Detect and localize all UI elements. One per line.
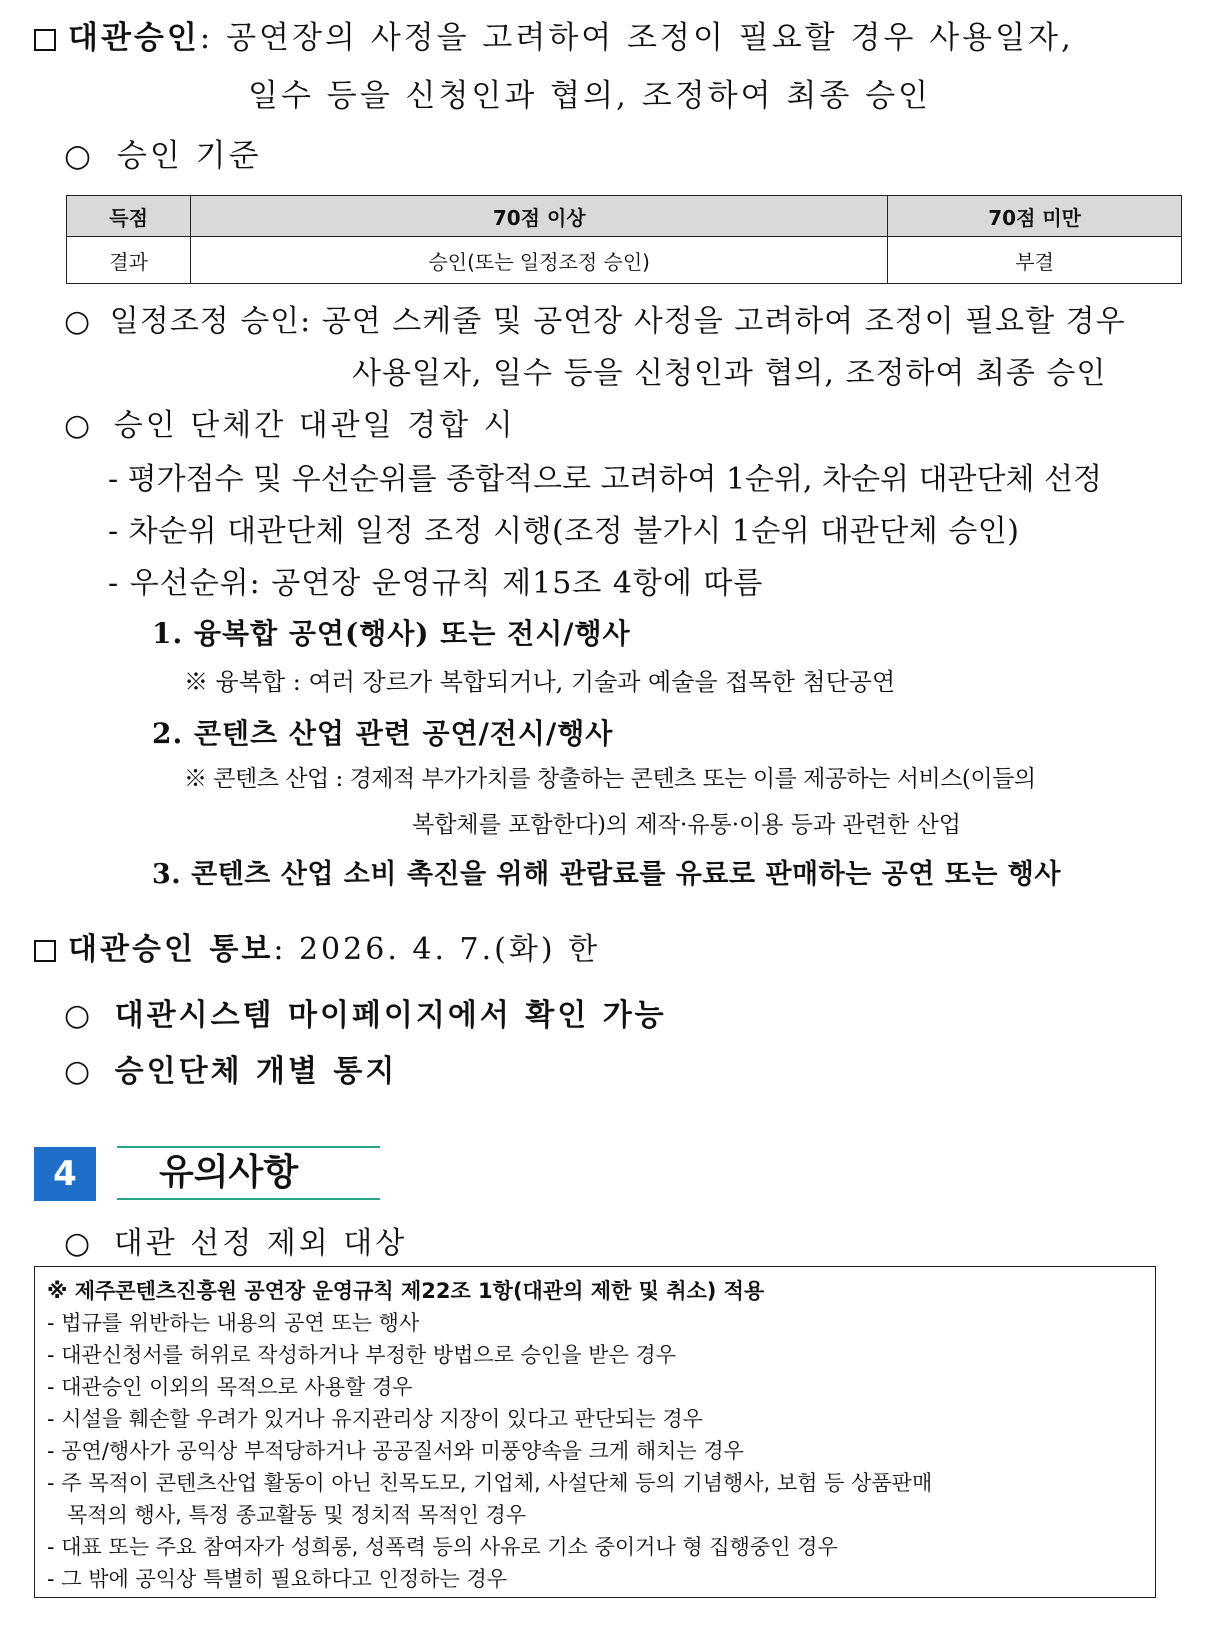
criteria-table (66, 195, 1182, 284)
priority-3: 3. 콘텐츠 산업 소비 촉진을 위해 관람료를 유료로 판매하는 공연 또는 행사 (152, 859, 1061, 890)
list-item: - 공연/행사가 공익상 부적당하거나 공공질서와 미풍양속을 크게 해치는 경우 (47, 1439, 744, 1463)
priority-1: 1. 융복합 공연(행사) 또는 전시/행사 (152, 617, 631, 650)
table-header-cell: 득점 (67, 196, 191, 237)
square-bullet-icon (34, 29, 56, 51)
notice-item (64, 990, 667, 1034)
priority-1-note: ※ 융복합 : 여러 장르가 복합되거나, 기술과 예술을 접목한 첨단공연 (184, 668, 896, 696)
section-number-badge: 4 (34, 1147, 96, 1201)
conflict-item: - 차순위 대관단체 일정 조정 시행(조정 불가시 1순위 대관단체 승인) (108, 514, 1020, 549)
conflict-item: - 평가점수 및 우선순위를 종합적으로 고려하여 1순위, 차순위 대관단체 선정 (108, 462, 1102, 497)
priority-2-note-2: 복합체를 포함한다)의 제작·유통·이용 등과 관련한 산업 (412, 812, 961, 838)
table-cell: 승인(또는 일정조정 승인) (191, 237, 888, 284)
table-cell: 부결 (888, 237, 1182, 284)
circle-bullet-icon: ○ (64, 998, 94, 1033)
notice-heading: 대관승인 통보 (68, 932, 274, 967)
section-title: 유의사항 (117, 1146, 380, 1200)
circle-bullet-icon: ○ (64, 138, 95, 174)
list-item: - 법규를 위반하는 내용의 공연 또는 행사 (47, 1311, 420, 1335)
priority-2-note-1: ※ 콘텐츠 산업 : 경제적 부가가치를 창출하는 콘텐츠 또는 이를 제공하는 서비스(이들의 (184, 766, 1036, 792)
list-item: - 그 밖에 공익상 특별히 필요하다고 인정하는 경우 (47, 1567, 508, 1591)
list-item: - 대표 또는 주요 참여자가 성희롱, 성폭력 등의 사유로 기소 중이거나 형 집행중인 경우 (47, 1535, 838, 1559)
conflict-title: 승인 단체간 대관일 경합 시 (113, 408, 516, 443)
conflict-item: - 우선순위: 공연장 운영규칙 제15조 4항에 따름 (108, 566, 764, 601)
schedule-text-1: 일정조정 승인: 공연 스케줄 및 공연장 사정을 고려하여 조정이 필요할 경우 (109, 304, 1126, 339)
notice-item-text: 승인단체 개별 통지 (114, 1054, 398, 1089)
schedule-line-1 (64, 296, 1126, 340)
notice-item-text: 대관시스템 마이페이지에서 확인 가능 (114, 998, 667, 1033)
approval-line-1 (34, 12, 1074, 57)
list-item: - 주 목적이 콘텐츠산업 활동이 아닌 친목도모, 기업체, 사설단체 등의 기념행사, 보험 등 상품판매 (47, 1471, 933, 1495)
table-header-cell: 70점 이상 (191, 196, 888, 237)
approval-text-2: 일수 등을 신청인과 협의, 조정하여 최종 승인 (248, 78, 932, 114)
approval-heading: 대관승인 (68, 20, 200, 56)
circle-bullet-icon: ○ (64, 408, 94, 443)
table-cell: 결과 (67, 237, 191, 284)
notice-date: : 2026. 4. 7.(화) 한 (273, 932, 601, 967)
circle-bullet-icon: ○ (64, 1054, 94, 1089)
schedule-text-2: 사용일자, 일수 등을 신청인과 협의, 조정하여 최종 승인 (352, 356, 1107, 391)
list-item: 목적의 행사, 특정 종교활동 및 정치적 목적인 경우 (67, 1503, 527, 1527)
section-subtitle-row (64, 1218, 407, 1262)
approval-text-1: : 공연장의 사정을 고려하여 조정이 필요할 경우 사용일자, (199, 20, 1074, 56)
list-item: - 시설을 훼손할 우려가 있거나 유지관리상 지장이 있다고 판단되는 경우 (47, 1407, 703, 1431)
circle-bullet-icon: ○ (64, 304, 92, 339)
conflict-title-row (64, 400, 516, 444)
table-header-cell: 70점 미만 (888, 196, 1182, 237)
notice-item (64, 1046, 397, 1090)
priority-2: 2. 콘텐츠 산업 관련 공연/전시/행사 (152, 717, 614, 750)
square-bullet-icon (34, 940, 56, 962)
criteria-title-row (64, 130, 262, 175)
section-subtitle: 대관 선정 제외 대상 (113, 1226, 408, 1261)
notice-line (34, 924, 600, 968)
list-item: - 대관승인 이외의 목적으로 사용할 경우 (47, 1375, 413, 1399)
exclusion-box (34, 1266, 1156, 1598)
list-item: - 대관신청서를 허위로 작성하거나 부정한 방법으로 승인을 받은 경우 (47, 1343, 676, 1367)
exclusion-box-header: ※ 제주콘텐츠진흥원 공연장 운영규칙 제22조 1항(대관의 제한 및 취소) 적용 (47, 1279, 765, 1303)
circle-bullet-icon: ○ (64, 1226, 94, 1261)
criteria-title: 승인 기준 (116, 138, 262, 174)
